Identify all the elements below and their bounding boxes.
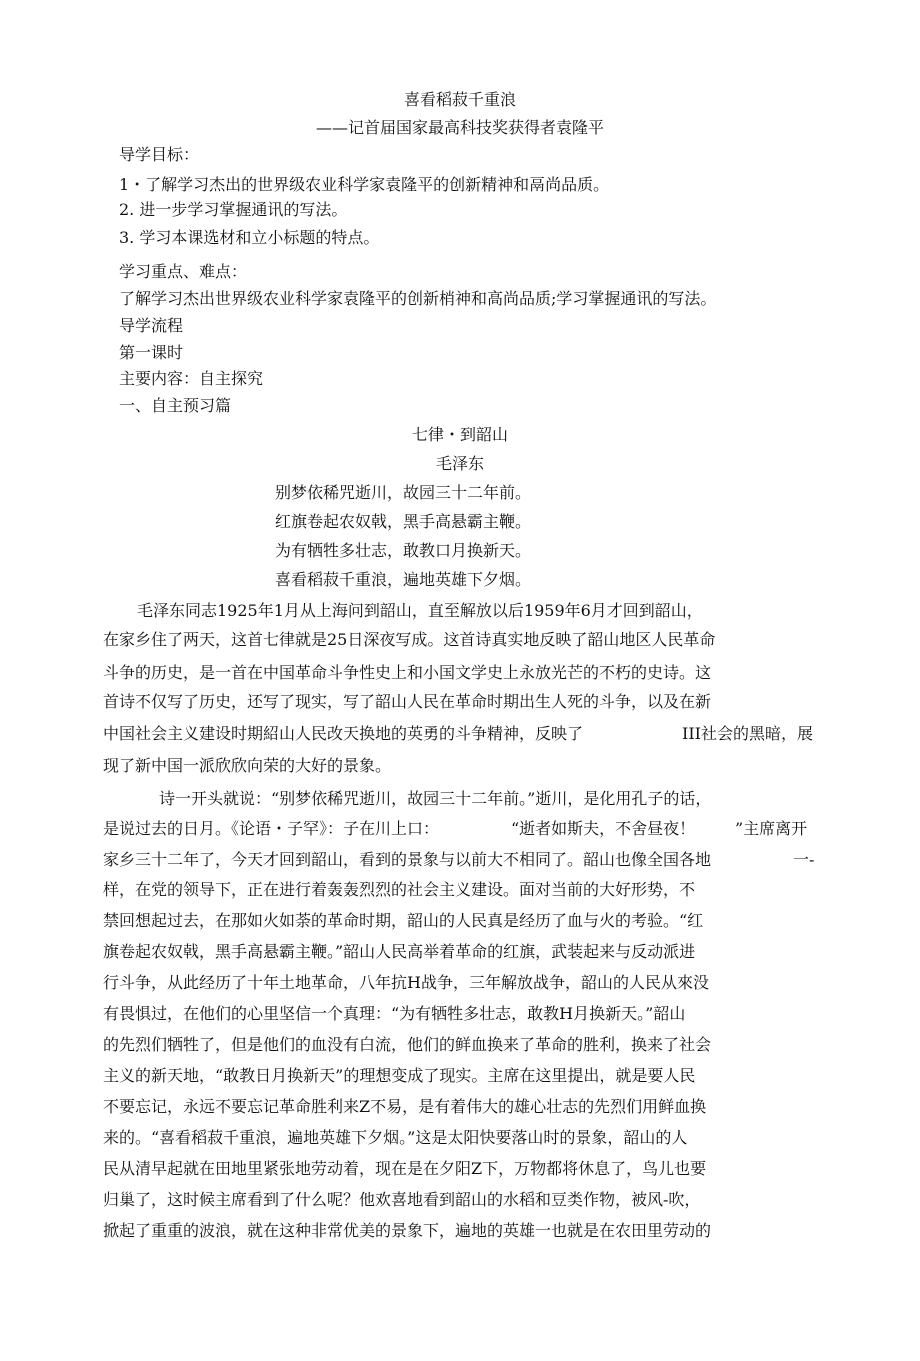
paragraph-line-tail: III社会的黑暗，展 bbox=[682, 724, 813, 743]
objective-item: 2. 进一步学习掌握通讯的写法。 bbox=[119, 200, 348, 219]
paragraph-line: 首诗不仅写了历史，还写了现实，写了韶山人民在革命时期出生人死的斗争，以及在新 bbox=[103, 692, 712, 711]
lesson-label: 第一课时 bbox=[119, 343, 184, 362]
objective-item: 1・了解学习杰出的世界级农业科学家袁隆平的创新精神和鬲尚品质。 bbox=[119, 175, 610, 194]
main-content-label: 主要内容：自主探究 bbox=[119, 369, 264, 388]
document-title: 喜看稻菽千重浪 bbox=[403, 90, 516, 109]
paragraph-line: 斗争的历史，是一首在中国革命斗争性史上和小国文学史上永放光芒的不朽的史诗。这 bbox=[103, 663, 712, 682]
paragraph-line: 民从清早起就在田地里紧张地劳动着，现在是在夕阳Z下，万物都将休息了，鸟儿也要 bbox=[103, 1159, 707, 1178]
paragraph-line: 是说过去的日月。《论语・子罕》：子在川上口： bbox=[103, 819, 440, 838]
paragraph-line: 诗一开头就说：“别梦依稀咒逝川，故园三十二年前。”逝川，是化用孔子的话， bbox=[159, 789, 712, 808]
objective-item: 3. 学习本课选材和立小标题的特点。 bbox=[119, 228, 380, 247]
quote-fragment-end: ”主席离开 bbox=[735, 819, 808, 838]
paragraph-line: 家乡三十二年了，今天才回到韶山，看到的景象与以前大不相同了。韶山也像全国各地 bbox=[103, 850, 712, 869]
paragraph-line: 毛泽东同志1925年1月从上海问到韶山，直至解放以后1959年6月才回到韶山， bbox=[137, 601, 703, 620]
poem-line: 红旗卷起农奴戟，黑手高悬霸主鞭。 bbox=[275, 512, 532, 531]
poem-line: 为有牺牲多壮志，敢教口月换新天。 bbox=[275, 541, 532, 560]
paragraph-line: 在家乡住了两天，这首七律就是25日深夜写成。这首诗真实地反映了韶山地区人民革命 bbox=[103, 630, 716, 649]
section-heading: 一、自主预习篇 bbox=[119, 396, 232, 415]
paragraph-line: 旗卷起农奴戟，黑手高悬霸主鞭。”韶山人民高举着革命的红旗，武装起来与反动派进 bbox=[103, 942, 696, 961]
key-points-heading: 学习重点、难点： bbox=[119, 262, 248, 281]
paragraph-line: 掀起了重重的波浪，就在这种非常优美的景象下，遍地的英雄一也就是在农田里劳动的 bbox=[103, 1221, 712, 1240]
flow-heading: 导学流程 bbox=[119, 316, 184, 335]
paragraph-line: 样，在党的领导下，正在进行着轰轰烈烈的社会主义建设。面对当前的大好形势，不 bbox=[103, 880, 696, 899]
paragraph-line: 来的。“喜看稻菽千重浪，遍地英雄下夕烟。”这是太阳快要落山时的景象，韶山的人 bbox=[103, 1128, 688, 1147]
objectives-heading: 导学目标： bbox=[119, 145, 200, 164]
paragraph-line: 归巢了，这时候主席看到了什么呢？他欢喜地看到韶山的水稻和豆类作物，被风-吹， bbox=[103, 1190, 701, 1209]
quote-fragment: “逝者如斯夫，不舍昼夜！ bbox=[511, 819, 696, 838]
paragraph-line: 行斗争，从此经历了十年土地革命，八年抗H战争，三年解放战争，韶山的人民从來没 bbox=[103, 973, 709, 992]
paragraph-line: 主义的新天地，“敢教日月换新天”的理想变成了现实。主席在这里提出，就是要人民 bbox=[103, 1066, 696, 1085]
poem-line: 喜看稻菽千重浪，遍地英雄下夕烟。 bbox=[275, 570, 532, 589]
key-points-text: 了解学习杰出世界级农业科学家袁隆平的创新梢神和高尚品质;学习掌握通讯的写法。 bbox=[119, 289, 717, 308]
document-subtitle: ——记首届国家最高科技奖获得者袁隆平 bbox=[315, 118, 604, 137]
poem-title: 七律・到韶山 bbox=[411, 425, 508, 444]
paragraph-line: 现了新中国一派欣欣向荣的大好的景象。 bbox=[103, 756, 392, 775]
poem-author: 毛泽东 bbox=[435, 454, 484, 473]
paragraph-line: 不要忘记，永远不要忘记革命胜利来Z不易，是有着伟大的雄心壮志的先烈们用鲜血换 bbox=[103, 1097, 707, 1116]
paragraph-line: 禁回想起过去，在那如火如荼的革命时期，韶山的人民真是经历了血与火的考验。“红 bbox=[103, 911, 704, 930]
paragraph-line: 有畏惧过，在他们的心里坚信一个真理：“为有牺牲多壮志，敢教H月换新天。”韶山 bbox=[103, 1004, 686, 1023]
paragraph-line: 的先烈们牺牲了，但是他们的血没有白流，他们的鲜血换来了革命的胜利，换来了社会 bbox=[103, 1035, 712, 1054]
poem-line: 别梦依稀咒逝川，故园三十二年前。 bbox=[275, 483, 532, 502]
paragraph-line: 中国社会主义建设时期紹山人民改天换地的英勇的斗争精神，反映了 bbox=[103, 724, 584, 743]
dash-fragment: 一- bbox=[793, 850, 815, 869]
